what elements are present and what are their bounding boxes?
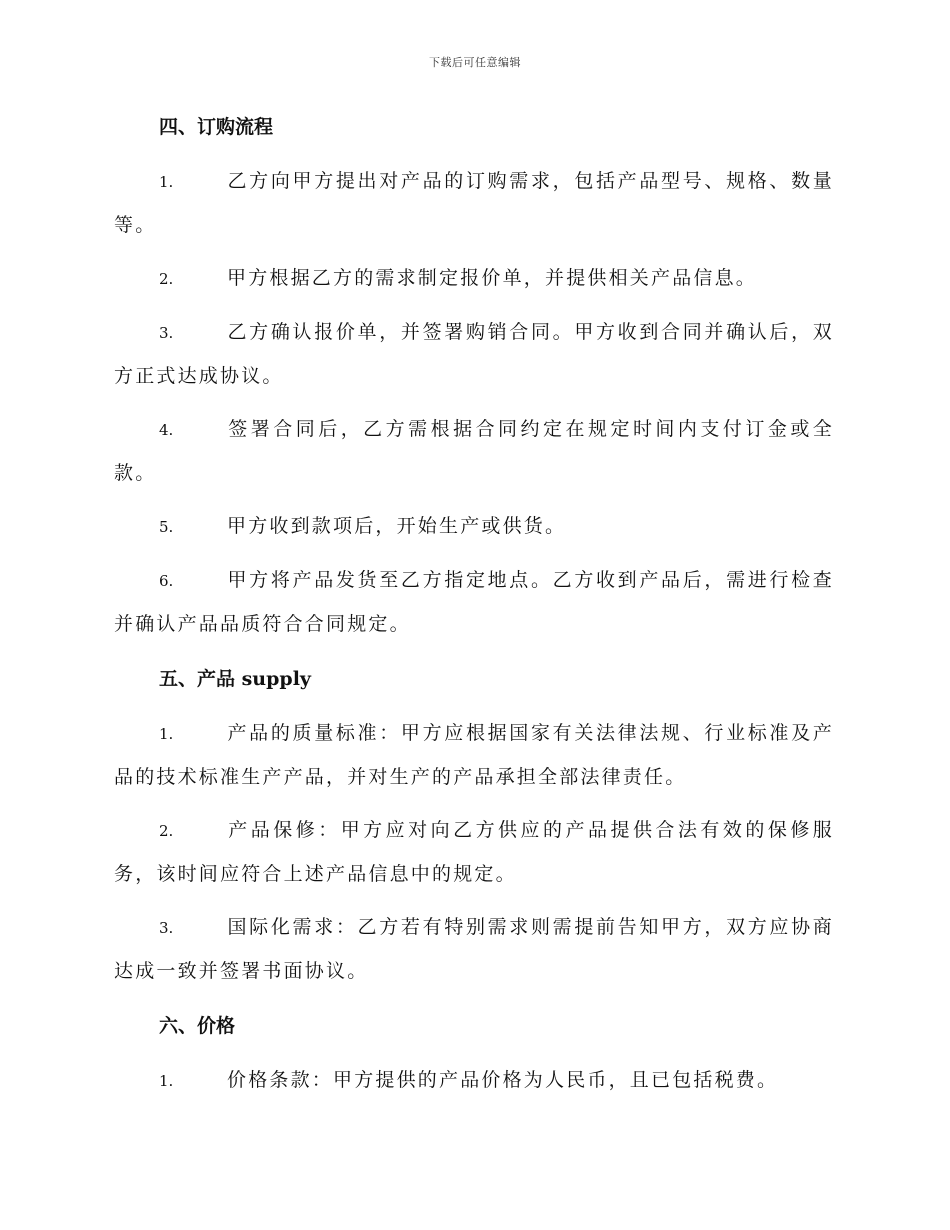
item-number: 1. xyxy=(159,725,174,743)
item-text: 甲方收到款项后，开始生产或供货。 xyxy=(227,515,567,537)
item-text: 国际化需求：乙方若有特别需求则需提前告知甲方，双方应协商达成一致并签署书面协议。 xyxy=(114,916,834,982)
list-item xyxy=(114,906,834,993)
list-item xyxy=(114,559,834,646)
item-text: 价格条款：甲方提供的产品价格为人民币，且已包括税费。 xyxy=(227,1069,779,1091)
item-number: 4. xyxy=(159,421,174,439)
list-item xyxy=(114,408,834,495)
section-heading-ordering: 四、订购流程 xyxy=(159,116,274,138)
item-text: 甲方将产品发货至乙方指定地点。乙方收到产品后，需进行检查并确认产品品质符合合同规定。 xyxy=(114,569,834,635)
item-number: 1. xyxy=(159,1072,174,1090)
item-number: 3. xyxy=(159,324,174,342)
item-text: 产品保修：甲方应对向乙方供应的产品提供合法有效的保修服务，该时间应符合上述产品信息中的规定。 xyxy=(114,819,834,885)
item-text: 甲方根据乙方的需求制定报价单，并提供相关产品信息。 xyxy=(227,267,758,289)
page-header: 下载后可任意编辑 xyxy=(429,56,521,69)
list-item xyxy=(114,809,834,896)
item-number: 3. xyxy=(159,919,174,937)
item-text: 乙方向甲方提出对产品的订购需求，包括产品型号、规格、数量等。 xyxy=(114,170,834,236)
item-number: 1. xyxy=(159,173,174,191)
item-text: 产品的质量标准：甲方应根据国家有关法律法规、行业标准及产品的技术标准生产产品，并对生产的产品承担全部法律责任。 xyxy=(114,722,834,788)
list-item xyxy=(114,1059,834,1103)
list-item xyxy=(114,712,834,799)
item-number: 2. xyxy=(159,822,174,840)
list-item xyxy=(114,505,834,549)
item-number: 6. xyxy=(159,572,174,590)
document-body xyxy=(114,108,834,1103)
item-number: 5. xyxy=(159,518,174,536)
item-text: 签署合同后，乙方需根据合同约定在规定时间内支付订金或全款。 xyxy=(114,418,834,484)
list-item xyxy=(114,257,834,301)
item-number: 2. xyxy=(159,270,174,288)
section-heading-supply: 五、产品 supply xyxy=(159,668,311,690)
section-heading-price: 六、价格 xyxy=(159,1015,236,1037)
list-item xyxy=(114,311,834,398)
list-item xyxy=(114,160,834,247)
item-text: 乙方确认报价单，并签署购销合同。甲方收到合同并确认后，双方正式达成协议。 xyxy=(114,321,834,387)
